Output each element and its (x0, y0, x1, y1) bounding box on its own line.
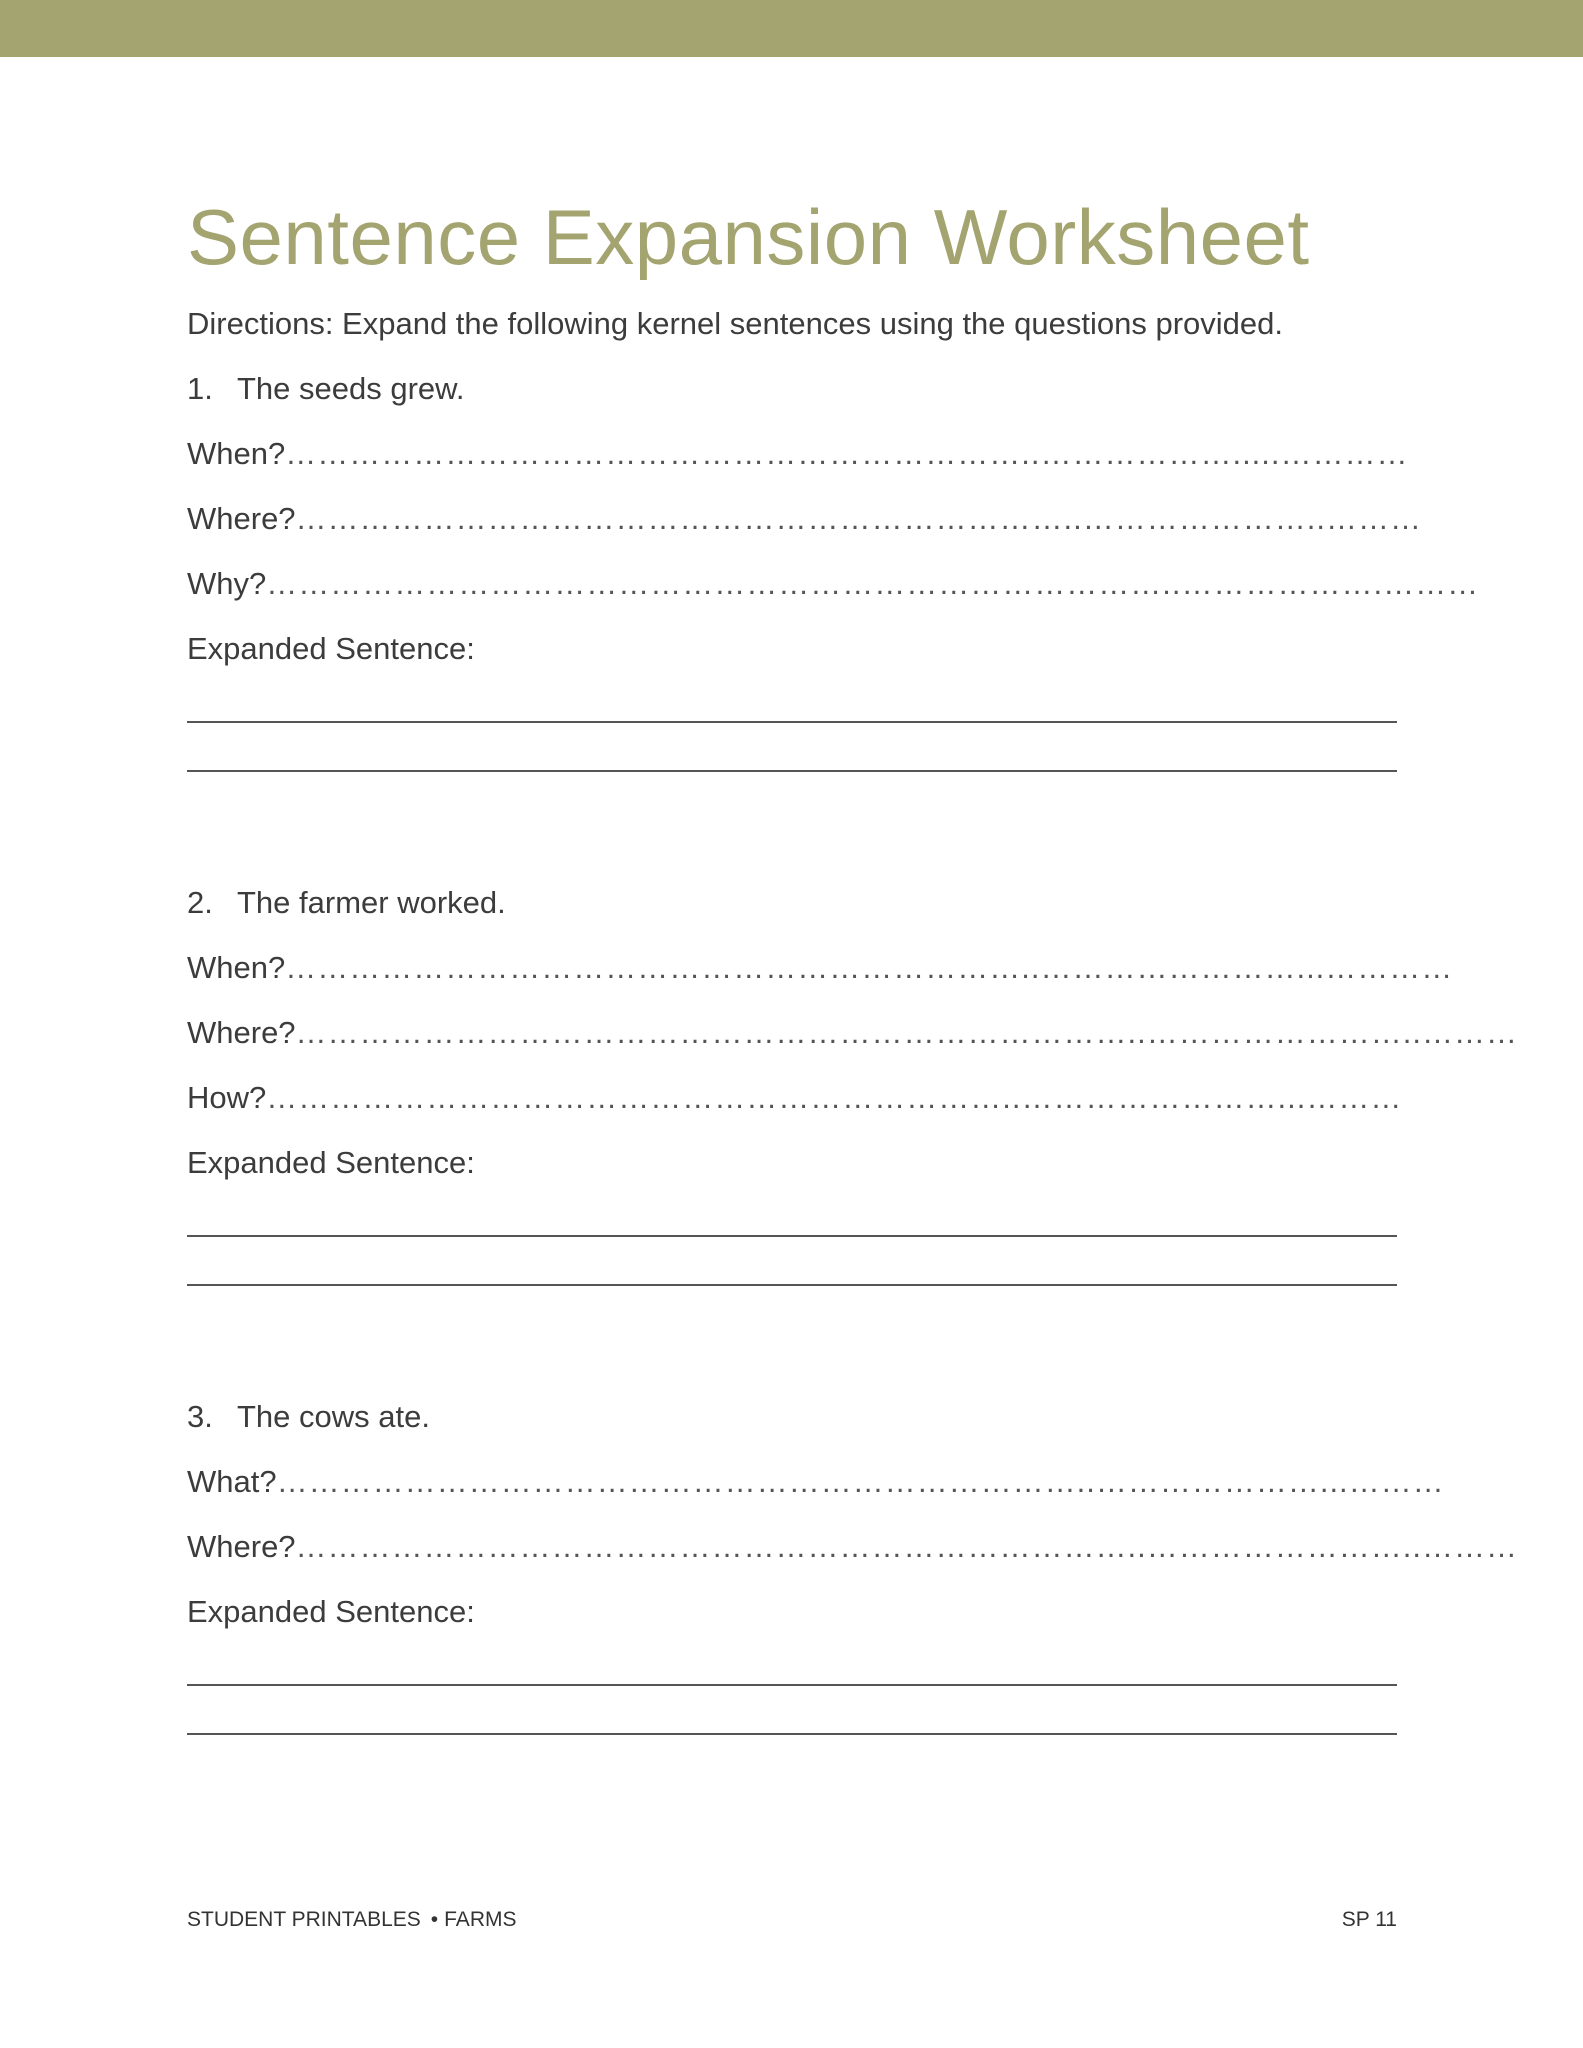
kernel-sentence (187, 883, 1397, 948)
expanded-sentence-label: Expanded Sentence: (187, 1145, 475, 1180)
footer-series (187, 1908, 516, 1932)
answer-dotted-line[interactable]: ……………………………………………………………..……………………...……… (266, 1080, 1403, 1115)
answer-dotted-line[interactable]: …………………………………………………………………..…………………...……… (276, 1464, 1445, 1499)
expanded-sentence-line[interactable] (187, 674, 1397, 723)
question-label: Where? (187, 501, 296, 536)
question-label: Where? (187, 1529, 296, 1564)
answer-dotted-line[interactable]: ……………………………………………………………..……………………...………… (285, 950, 1454, 985)
question-row (187, 1527, 1518, 1592)
question-row (187, 1013, 1518, 1078)
expanded-sentence-line[interactable] (187, 1686, 1397, 1735)
question-row (187, 1462, 1445, 1527)
question-row (187, 564, 1480, 629)
page-footer (187, 1908, 1397, 1932)
answer-dotted-line[interactable]: ………………………………………………………………..…………………..……… (295, 501, 1422, 536)
expanded-sentence-label: Expanded Sentence: (187, 1594, 475, 1629)
question-row (187, 948, 1454, 1013)
section-spacer (187, 772, 1397, 883)
answer-dotted-line[interactable]: ……………………………………………………………..……………….....………… (285, 436, 1409, 471)
answer-dotted-line[interactable]: …………………………………………………………………………..……………….……… (266, 566, 1480, 601)
exercise-section-1 (187, 369, 1480, 772)
section-spacer (187, 1286, 1397, 1397)
question-label: Why? (187, 566, 267, 601)
exercise-number: 3. (187, 1399, 213, 1434)
header-color-bar (0, 0, 1583, 57)
exercise-number: 1. (187, 371, 213, 406)
kernel-text: The farmer worked. (237, 885, 506, 920)
exercise-number: 2. (187, 885, 213, 920)
question-label: When? (187, 436, 286, 471)
expanded-sentence-line[interactable] (187, 1237, 1397, 1286)
directions-text: Directions: Expand the following kernel sentences using the questions provided. (187, 306, 1283, 341)
question-label: When? (187, 950, 286, 985)
question-row (187, 1078, 1403, 1143)
expanded-sentence-line[interactable] (187, 723, 1397, 772)
question-label: What? (187, 1464, 277, 1499)
answer-dotted-line[interactable]: ……………………………………………………………………..……………………..……… (295, 1529, 1518, 1564)
expanded-sentence-line[interactable] (187, 1637, 1397, 1686)
exercise-section-2 (187, 883, 1518, 1286)
answer-dotted-line[interactable]: ……………………………………………………………………..……………………..……… (295, 1015, 1518, 1050)
expanded-sentence-label: Expanded Sentence: (187, 631, 475, 666)
question-label: How? (187, 1080, 267, 1115)
kernel-text: The cows ate. (237, 1399, 430, 1434)
kernel-text: The seeds grew. (237, 371, 465, 406)
question-row (187, 434, 1409, 499)
worksheet-content (187, 190, 1518, 1735)
exercise-section-3 (187, 1397, 1518, 1735)
footer-series-label: STUDENT PRINTABLES (187, 1908, 421, 1931)
expanded-sentence-line[interactable] (187, 1188, 1397, 1237)
question-row (187, 499, 1422, 564)
page-title: Sentence Expansion Worksheet (187, 193, 1310, 281)
page-number: SP 11 (1341, 1908, 1397, 1931)
footer-bullet: • (430, 1908, 439, 1931)
kernel-sentence (187, 369, 1397, 434)
question-label: Where? (187, 1015, 296, 1050)
footer-topic: FARMS (444, 1908, 517, 1931)
kernel-sentence (187, 1397, 1397, 1462)
